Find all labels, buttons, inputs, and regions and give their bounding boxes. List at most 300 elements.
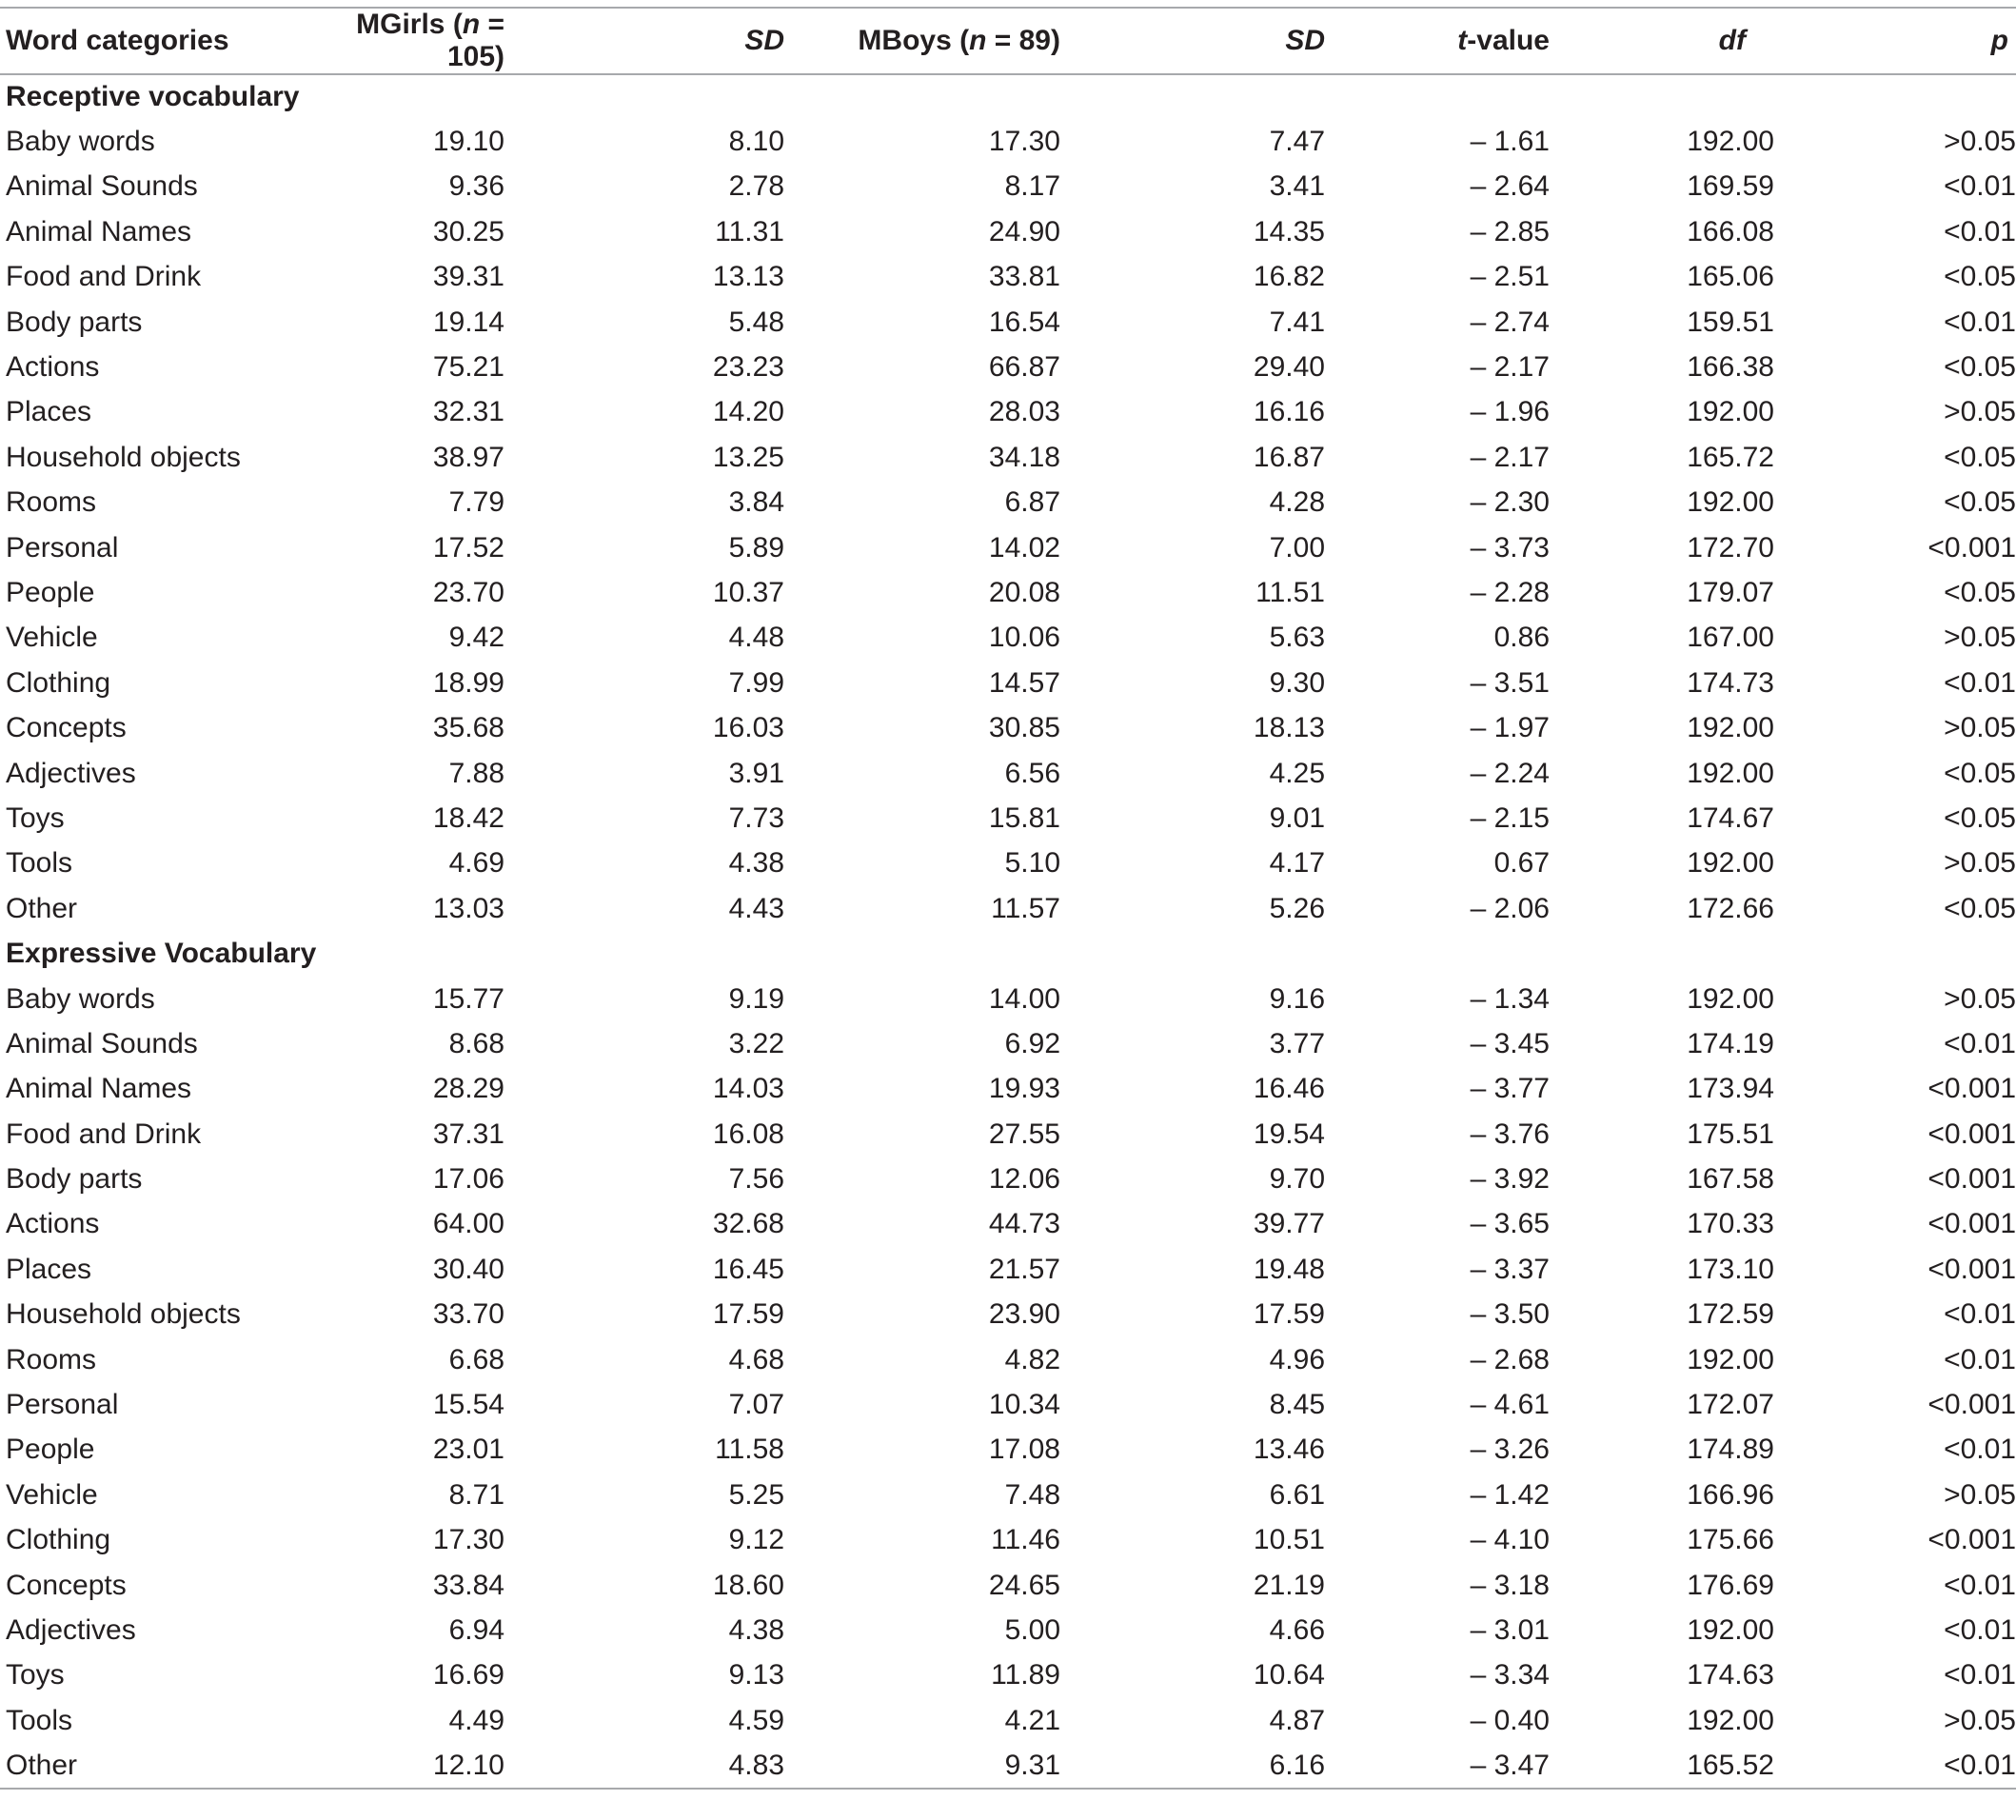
p-value: <0.01	[1944, 666, 2016, 699]
t-value: – 1.96	[1470, 396, 1550, 428]
df-value: 172.59	[1687, 1298, 1774, 1331]
p-value: <0.01	[1944, 306, 2016, 338]
sd-girls: 4.59	[728, 1704, 784, 1736]
t-value: – 2.51	[1470, 261, 1550, 293]
row-category: Vehicle	[6, 1478, 98, 1511]
sd-girls: 17.59	[712, 1298, 784, 1331]
row-category: Body parts	[6, 1163, 143, 1196]
mean-girls: 4.69	[448, 847, 504, 880]
t-value: – 3.77	[1470, 1073, 1550, 1105]
table-row	[0, 435, 2016, 480]
sd-boys: 16.16	[1253, 396, 1325, 428]
row-category: Places	[6, 396, 92, 428]
df-value: 179.07	[1687, 576, 1774, 608]
row-category: Concepts	[6, 712, 127, 744]
df-value: 175.51	[1687, 1118, 1774, 1150]
mean-girls: 6.94	[448, 1613, 504, 1646]
mean-boys: 17.30	[988, 126, 1060, 158]
t-value: – 2.15	[1470, 801, 1550, 834]
table-row	[0, 1247, 2016, 1292]
sd-girls: 7.73	[728, 801, 784, 834]
mean-boys: 5.10	[1004, 847, 1060, 880]
mean-boys: 14.57	[988, 666, 1060, 699]
header-mean-boys: MBoys (n = 89)	[784, 8, 1060, 74]
header-row	[0, 8, 2016, 74]
df-value: 174.67	[1687, 801, 1774, 834]
p-value: >0.05	[1944, 1478, 2016, 1511]
row-category: Baby words	[6, 126, 155, 158]
sd-boys: 5.63	[1269, 622, 1325, 654]
df-value: 159.51	[1687, 306, 1774, 338]
row-category: Concepts	[6, 1569, 127, 1601]
t-value: – 2.68	[1470, 1343, 1550, 1375]
t-value: – 2.64	[1470, 170, 1550, 203]
p-value: <0.05	[1944, 351, 2016, 384]
sd-boys: 10.64	[1253, 1659, 1325, 1691]
mean-girls: 15.54	[432, 1389, 504, 1421]
p-value: <0.01	[1944, 1343, 2016, 1375]
table-row	[0, 1112, 2016, 1157]
sd-boys: 39.77	[1253, 1208, 1325, 1240]
mean-girls: 23.70	[432, 576, 504, 608]
df-value: 192.00	[1687, 1613, 1774, 1646]
t-value: – 2.28	[1470, 576, 1550, 608]
row-category: Rooms	[6, 486, 97, 519]
sd-boys: 16.82	[1253, 261, 1325, 293]
sd-boys: 7.00	[1269, 531, 1325, 564]
row-category: Adjectives	[6, 757, 136, 789]
t-value: – 3.01	[1470, 1613, 1550, 1646]
table-row	[0, 841, 2016, 886]
df-value: 169.59	[1687, 170, 1774, 203]
p-value: <0.05	[1944, 757, 2016, 789]
sd-girls: 14.20	[712, 396, 784, 428]
df-value: 192.00	[1687, 1343, 1774, 1375]
table-row	[0, 661, 2016, 705]
sd-girls: 4.43	[728, 892, 784, 924]
sd-girls: 16.45	[712, 1253, 784, 1285]
sd-girls: 14.03	[712, 1073, 784, 1105]
section-header-row	[0, 931, 2016, 976]
header-mean-girls: MGirls (n = 105)	[343, 8, 504, 74]
p-value: <0.001	[1927, 1389, 2016, 1421]
sd-boys: 4.87	[1269, 1704, 1325, 1736]
sd-girls: 13.25	[712, 441, 784, 473]
table-row	[0, 119, 2016, 164]
mean-boys: 9.31	[784, 1743, 1060, 1788]
table-body	[0, 74, 2016, 1789]
sd-boys: 10.51	[1253, 1524, 1325, 1556]
mean-boys: 12.06	[988, 1163, 1060, 1196]
sd-boys: 3.77	[1269, 1027, 1325, 1059]
p-value: <0.01	[1944, 1298, 2016, 1331]
sd-boys: 4.28	[1269, 486, 1325, 519]
mean-boys: 6.92	[1004, 1027, 1060, 1059]
mean-boys: 16.54	[988, 306, 1060, 338]
mean-boys: 23.90	[988, 1298, 1060, 1331]
t-value: – 3.34	[1470, 1659, 1550, 1691]
df-value: 192.00	[1687, 126, 1774, 158]
sd-girls: 9.12	[728, 1524, 784, 1556]
table-row	[0, 705, 2016, 750]
mean-boys: 19.93	[988, 1073, 1060, 1105]
mean-boys: 5.00	[1004, 1613, 1060, 1646]
df-value: 174.19	[1687, 1027, 1774, 1059]
sd-girls: 8.10	[728, 126, 784, 158]
row-category: Personal	[6, 531, 119, 564]
table-row	[0, 1157, 2016, 1201]
p-value: <0.001	[1927, 1118, 2016, 1150]
mean-girls: 28.29	[432, 1073, 504, 1105]
t-value: – 3.37	[1470, 1253, 1550, 1285]
t-value: – 3.45	[1470, 1027, 1550, 1059]
mean-girls: 19.10	[432, 126, 504, 158]
p-value: <0.05	[1944, 441, 2016, 473]
sd-boys: 4.66	[1269, 1613, 1325, 1646]
t-value: – 1.42	[1470, 1478, 1550, 1511]
t-value: – 2.85	[1470, 215, 1550, 247]
sd-girls: 5.25	[728, 1478, 784, 1511]
p-value: <0.001	[1927, 1073, 2016, 1105]
sd-boys: 19.48	[1253, 1253, 1325, 1285]
table-row	[0, 1067, 2016, 1112]
df-value: 167.00	[1687, 622, 1774, 654]
df-value: 172.07	[1687, 1389, 1774, 1421]
p-value: <0.05	[1944, 576, 2016, 608]
row-category: Clothing	[6, 666, 111, 699]
row-category: Clothing	[6, 1524, 111, 1556]
row-category: Animal Names	[6, 215, 192, 247]
sd-boys: 13.46	[1253, 1434, 1325, 1466]
mean-girls: 7.88	[448, 757, 504, 789]
df-value: 165.72	[1687, 441, 1774, 473]
mean-boys: 15.81	[988, 801, 1060, 834]
df-value: 174.73	[1687, 666, 1774, 699]
p-value: <0.01	[1944, 1434, 2016, 1466]
sd-boys: 4.96	[1269, 1343, 1325, 1375]
sd-boys: 4.17	[1269, 847, 1325, 880]
table-row	[0, 570, 2016, 615]
table-row	[0, 300, 2016, 345]
p-value: <0.01	[1944, 1027, 2016, 1059]
mean-boys: 4.82	[1004, 1343, 1060, 1375]
t-value: – 3.51	[1470, 666, 1550, 699]
t-value: – 2.17	[1470, 351, 1550, 384]
mean-girls: 19.14	[432, 306, 504, 338]
df-value: 192.00	[1687, 486, 1774, 519]
df-value: 170.33	[1687, 1208, 1774, 1240]
header-df: df	[1550, 8, 1774, 74]
table-row	[0, 1563, 2016, 1608]
p-value: <0.001	[1927, 1208, 2016, 1240]
row-category: Vehicle	[6, 622, 98, 654]
row-category: Body parts	[6, 306, 143, 338]
df-value: 174.89	[1687, 1434, 1774, 1466]
table-header	[0, 8, 2016, 74]
mean-boys: 4.21	[1004, 1704, 1060, 1736]
sd-girls: 23.23	[712, 351, 784, 384]
table-row	[0, 1021, 2016, 1066]
df-value: 192.00	[1687, 982, 1774, 1015]
mean-boys: 6.87	[1004, 486, 1060, 519]
df-value: 175.66	[1687, 1524, 1774, 1556]
sd-boys: 7.47	[1269, 126, 1325, 158]
t-value: – 3.50	[1470, 1298, 1550, 1331]
t-value: – 1.61	[1470, 126, 1550, 158]
sd-boys: 6.61	[1269, 1478, 1325, 1511]
row-category: Other	[0, 1743, 343, 1788]
sd-girls: 9.13	[728, 1659, 784, 1691]
header-sd-girls: SD	[504, 8, 784, 74]
sd-girls: 5.89	[728, 531, 784, 564]
df-value: 173.10	[1687, 1253, 1774, 1285]
row-category: Tools	[6, 847, 73, 880]
sd-girls: 3.22	[728, 1027, 784, 1059]
sd-girls: 9.19	[728, 982, 784, 1015]
sd-girls: 32.68	[712, 1208, 784, 1240]
df-value: 192.00	[1687, 1704, 1774, 1736]
t-value: – 3.73	[1470, 531, 1550, 564]
df-value: 172.66	[1687, 892, 1774, 924]
sd-boys: 9.30	[1269, 666, 1325, 699]
mean-boys: 14.02	[988, 531, 1060, 564]
row-category: Personal	[6, 1389, 119, 1421]
mean-boys: 30.85	[988, 712, 1060, 744]
table-row	[0, 1698, 2016, 1743]
sd-girls: 13.13	[712, 261, 784, 293]
header-sd-boys: SD	[1060, 8, 1325, 74]
df-value: 192.00	[1687, 712, 1774, 744]
sd-boys: 8.45	[1269, 1389, 1325, 1421]
sd-girls: 5.48	[728, 306, 784, 338]
mean-girls: 33.84	[432, 1569, 504, 1601]
sd-boys: 16.87	[1253, 441, 1325, 473]
row-category: People	[6, 1434, 95, 1466]
mean-boys: 24.90	[988, 215, 1060, 247]
sd-boys: 19.54	[1253, 1118, 1325, 1150]
sd-boys: 9.70	[1269, 1163, 1325, 1196]
section-title: Expressive Vocabulary	[6, 938, 317, 970]
mean-boys: 20.08	[988, 576, 1060, 608]
sd-girls: 3.84	[728, 486, 784, 519]
sd-girls: 2.78	[728, 170, 784, 203]
sd-boys: 17.59	[1253, 1298, 1325, 1331]
row-category: Food and Drink	[6, 261, 202, 293]
sd-girls: 7.99	[728, 666, 784, 699]
mean-boys: 66.87	[988, 351, 1060, 384]
table-row	[0, 1653, 2016, 1698]
sd-girls: 16.03	[712, 712, 784, 744]
mean-girls: 6.68	[448, 1343, 504, 1375]
sd-girls: 7.56	[728, 1163, 784, 1196]
t-value: – 3.76	[1470, 1118, 1550, 1150]
p-value: <0.01	[1944, 1569, 2016, 1601]
p-value: >0.05	[1944, 982, 2016, 1015]
sd-girls: 4.68	[728, 1343, 784, 1375]
row-category: Toys	[6, 1659, 65, 1691]
t-value: – 1.97	[1470, 712, 1550, 744]
mean-girls: 23.01	[432, 1434, 504, 1466]
vocabulary-table	[0, 7, 2016, 1790]
mean-girls: 18.99	[432, 666, 504, 699]
mean-boys: 11.46	[991, 1524, 1060, 1556]
mean-girls: 38.97	[432, 441, 504, 473]
mean-boys: 34.18	[988, 441, 1060, 473]
p-value: <0.01	[1774, 1743, 2016, 1788]
mean-girls: 64.00	[432, 1208, 504, 1240]
df-value: 174.63	[1687, 1659, 1774, 1691]
header-p: p	[1774, 8, 2016, 74]
table-row	[0, 165, 2016, 209]
sd-boys: 5.26	[1269, 892, 1325, 924]
mean-boys: 17.08	[988, 1434, 1060, 1466]
sd-girls: 7.07	[728, 1389, 784, 1421]
df-value: 192.00	[1687, 396, 1774, 428]
table-row	[0, 209, 2016, 254]
mean-boys: 11.89	[991, 1659, 1060, 1691]
mean-girls: 32.31	[432, 396, 504, 428]
sd-boys: 18.13	[1253, 712, 1325, 744]
df-value: 176.69	[1687, 1569, 1774, 1601]
mean-girls: 30.40	[432, 1253, 504, 1285]
table-row	[0, 796, 2016, 841]
p-value: >0.05	[1944, 712, 2016, 744]
df-value: 167.58	[1687, 1163, 1774, 1196]
table-row	[0, 1202, 2016, 1247]
sd-boys: 3.41	[1269, 170, 1325, 203]
mean-girls: 8.71	[448, 1478, 504, 1511]
table-row	[0, 1428, 2016, 1473]
p-value: <0.05	[1944, 892, 2016, 924]
mean-girls: 9.36	[448, 170, 504, 203]
p-value: >0.05	[1944, 126, 2016, 158]
row-category: People	[6, 576, 95, 608]
row-category: Places	[6, 1253, 92, 1285]
sd-girls: 10.37	[712, 576, 784, 608]
mean-boys: 10.34	[988, 1389, 1060, 1421]
row-category: Actions	[6, 351, 100, 384]
row-category: Rooms	[6, 1343, 97, 1375]
table-row	[0, 886, 2016, 931]
mean-boys: 21.57	[988, 1253, 1060, 1285]
sd-boys: 9.16	[1269, 982, 1325, 1015]
table-row	[0, 525, 2016, 570]
row-category: Food and Drink	[6, 1118, 202, 1150]
mean-girls: 7.79	[448, 486, 504, 519]
mean-boys: 27.55	[988, 1118, 1060, 1150]
p-value: >0.05	[1944, 847, 2016, 880]
df-value: 165.06	[1687, 261, 1774, 293]
mean-boys: 44.73	[988, 1208, 1060, 1240]
t-value: – 1.34	[1470, 982, 1550, 1015]
df-value: 166.96	[1687, 1478, 1774, 1511]
mean-girls: 39.31	[432, 261, 504, 293]
df-value: 192.00	[1687, 757, 1774, 789]
mean-girls: 75.21	[432, 351, 504, 384]
t-value: – 4.10	[1470, 1524, 1550, 1556]
row-category: Toys	[6, 801, 65, 834]
p-value: <0.01	[1944, 215, 2016, 247]
p-value: <0.05	[1944, 801, 2016, 834]
header-word-categories: Word categories	[0, 8, 343, 74]
sd-boys: 29.40	[1253, 351, 1325, 384]
table-row	[0, 616, 2016, 661]
sd-girls: 4.83	[504, 1743, 784, 1788]
sd-boys: 6.16	[1060, 1743, 1325, 1788]
mean-boys: 28.03	[988, 396, 1060, 428]
t-value: – 2.30	[1470, 486, 1550, 519]
t-value: – 4.61	[1470, 1389, 1550, 1421]
mean-girls: 17.30	[432, 1524, 504, 1556]
mean-girls: 12.10	[343, 1743, 504, 1788]
sd-girls: 11.31	[715, 215, 784, 247]
p-value: <0.01	[1944, 1659, 2016, 1691]
sd-boys: 14.35	[1253, 215, 1325, 247]
p-value: <0.001	[1927, 1253, 2016, 1285]
sd-girls: 3.91	[728, 757, 784, 789]
t-value: – 3.18	[1470, 1569, 1550, 1601]
sd-boys: 16.46	[1253, 1073, 1325, 1105]
t-value: – 3.92	[1470, 1163, 1550, 1196]
row-category: Actions	[6, 1208, 100, 1240]
mean-girls: 18.42	[432, 801, 504, 834]
mean-girls: 17.52	[432, 531, 504, 564]
p-value: >0.05	[1944, 1704, 2016, 1736]
row-category: Tools	[6, 1704, 73, 1736]
row-category: Other	[6, 892, 78, 924]
df-value: 192.00	[1687, 847, 1774, 880]
table-row	[0, 1382, 2016, 1427]
mean-boys: 8.17	[1004, 170, 1060, 203]
mean-girls: 15.77	[432, 982, 504, 1015]
mean-girls: 33.70	[432, 1298, 504, 1331]
p-value: <0.01	[1944, 1613, 2016, 1646]
row-category: Animal Sounds	[6, 1027, 198, 1059]
t-value: – 2.17	[1470, 441, 1550, 473]
row-category: Adjectives	[6, 1613, 136, 1646]
row-category: Animal Sounds	[6, 170, 198, 203]
mean-boys: 33.81	[988, 261, 1060, 293]
row-category: Animal Names	[6, 1073, 192, 1105]
mean-boys: 7.48	[1004, 1478, 1060, 1511]
p-value: <0.01	[1944, 170, 2016, 203]
table-row	[0, 1743, 2016, 1788]
table-row	[0, 345, 2016, 389]
t-value: – 0.40	[1470, 1704, 1550, 1736]
sd-girls: 18.60	[712, 1569, 784, 1601]
row-category: Baby words	[6, 982, 155, 1015]
section-title: Receptive vocabulary	[6, 81, 300, 113]
table-row	[0, 390, 2016, 435]
mean-girls: 17.06	[432, 1163, 504, 1196]
sd-boys: 7.41	[1269, 306, 1325, 338]
p-value: <0.05	[1944, 261, 2016, 293]
t-value: – 2.24	[1470, 757, 1550, 789]
table-row	[0, 1473, 2016, 1517]
table-row	[0, 481, 2016, 525]
sd-girls: 4.48	[728, 622, 784, 654]
sd-boys: 4.25	[1269, 757, 1325, 789]
sd-girls: 11.58	[715, 1434, 784, 1466]
mean-girls: 37.31	[432, 1118, 504, 1150]
p-value: <0.001	[1927, 531, 2016, 564]
row-category: Household objects	[6, 1298, 241, 1331]
mean-girls: 16.69	[432, 1659, 504, 1691]
header-t-value: t-value	[1325, 8, 1550, 74]
mean-girls: 13.03	[432, 892, 504, 924]
table-row	[0, 1337, 2016, 1382]
table-row	[0, 1293, 2016, 1337]
